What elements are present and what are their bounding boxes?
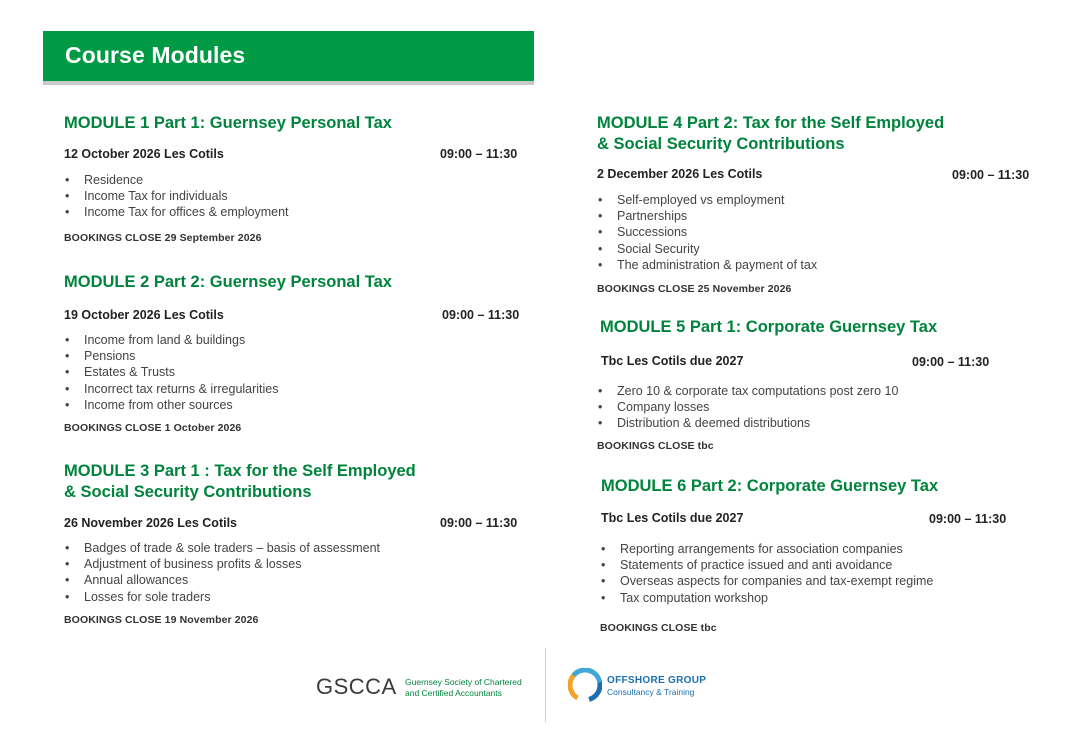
list-item: • Income Tax for individuals bbox=[65, 188, 289, 204]
module-2 bbox=[64, 272, 534, 442]
module-1 bbox=[64, 113, 534, 253]
list-item: • Reporting arrangements for association companies bbox=[601, 541, 933, 557]
module-date: 12 October 2026 Les Cotils bbox=[64, 147, 224, 161]
list-item: • Overseas aspects for companies and tax-exempt regime bbox=[601, 573, 933, 589]
list-item: • Losses for sole traders bbox=[65, 589, 380, 605]
module-time: 09:00 – 11:30 bbox=[929, 512, 1007, 526]
gscca-subtitle-line2: and Certified Accountants bbox=[405, 688, 502, 698]
module-date: 26 November 2026 Les Cotils bbox=[64, 516, 237, 530]
module-time: 09:00 – 11:30 bbox=[440, 147, 518, 161]
list-item: • Distribution & deemed distributions bbox=[598, 415, 898, 431]
module-time: 09:00 – 11:30 bbox=[912, 355, 990, 369]
module-title-line2: & Social Security Contributions bbox=[597, 135, 845, 153]
module-topics bbox=[598, 192, 817, 273]
page-title: Course Modules bbox=[65, 42, 246, 68]
module-title-line2: & Social Security Contributions bbox=[64, 483, 312, 501]
module-date: Tbc Les Cotils due 2027 bbox=[601, 354, 744, 368]
module-date: 2 December 2026 Les Cotils bbox=[597, 167, 763, 181]
list-item: • Incorrect tax returns & irregularities bbox=[65, 381, 279, 397]
offshore-group-name: OFFSHORE GROUP bbox=[607, 675, 707, 686]
list-item: • Company losses bbox=[598, 399, 898, 415]
list-item: • Income from land & buildings bbox=[65, 332, 279, 348]
gscca-subtitle-line1: Guernsey Society of Chartered bbox=[405, 677, 522, 687]
gscca-logo-subtitle bbox=[405, 677, 522, 699]
module-3 bbox=[64, 461, 534, 631]
module-date: 19 October 2026 Les Cotils bbox=[64, 308, 224, 322]
module-title: MODULE 6 Part 2: Corporate Guernsey Tax bbox=[601, 477, 939, 495]
bookings-close: BOOKINGS CLOSE 25 November 2026 bbox=[597, 283, 792, 295]
module-topics bbox=[65, 172, 289, 221]
module-time: 09:00 – 11:30 bbox=[442, 308, 520, 322]
list-item: • Social Security bbox=[598, 241, 817, 257]
module-title: MODULE 3 Part 1 : Tax for the Self Employed bbox=[64, 462, 416, 480]
list-item: • Estates & Trusts bbox=[65, 364, 279, 380]
module-topics bbox=[65, 332, 279, 413]
list-item: • Partnerships bbox=[598, 208, 817, 224]
module-5 bbox=[597, 317, 1057, 457]
module-topics bbox=[65, 540, 380, 605]
bookings-close: BOOKINGS CLOSE 19 November 2026 bbox=[64, 614, 259, 626]
gscca-logo: GSCCA bbox=[316, 674, 397, 699]
bookings-close: BOOKINGS CLOSE 29 September 2026 bbox=[64, 232, 262, 244]
list-item: • Annual allowances bbox=[65, 572, 380, 588]
module-title: MODULE 5 Part 1: Corporate Guernsey Tax bbox=[600, 318, 938, 336]
list-item: • Statements of practice issued and anti avoidance bbox=[601, 557, 933, 573]
module-date: Tbc Les Cotils due 2027 bbox=[601, 511, 744, 525]
list-item: • Adjustment of business profits & losses bbox=[65, 556, 380, 572]
module-time: 09:00 – 11:30 bbox=[440, 516, 518, 530]
offshore-group-logo-icon bbox=[568, 668, 602, 702]
module-4 bbox=[597, 113, 1057, 303]
list-item: • Tax computation workshop bbox=[601, 590, 933, 606]
module-title: MODULE 2 Part 2: Guernsey Personal Tax bbox=[64, 273, 392, 291]
footer-divider bbox=[545, 648, 546, 722]
list-item: • Income Tax for offices & employment bbox=[65, 204, 289, 220]
list-item: • Successions bbox=[598, 224, 817, 240]
bookings-close: BOOKINGS CLOSE tbc bbox=[597, 440, 714, 452]
bookings-close: BOOKINGS CLOSE 1 October 2026 bbox=[64, 422, 242, 434]
module-time: 09:00 – 11:30 bbox=[952, 168, 1030, 182]
list-item: • Self-employed vs employment bbox=[598, 192, 817, 208]
module-title: MODULE 1 Part 1: Guernsey Personal Tax bbox=[64, 114, 392, 132]
list-item: • The administration & payment of tax bbox=[598, 257, 817, 273]
module-6 bbox=[600, 476, 1060, 641]
list-item: • Income from other sources bbox=[65, 397, 279, 413]
bookings-close: BOOKINGS CLOSE tbc bbox=[600, 622, 717, 634]
list-item: • Zero 10 & corporate tax computations post zero 10 bbox=[598, 383, 898, 399]
module-topics bbox=[601, 541, 933, 606]
list-item: • Residence bbox=[65, 172, 289, 188]
header-banner bbox=[43, 31, 534, 85]
module-title: MODULE 4 Part 2: Tax for the Self Employed bbox=[597, 114, 945, 132]
list-item: • Badges of trade & sole traders – basis of assessment bbox=[65, 540, 380, 556]
list-item: • Pensions bbox=[65, 348, 279, 364]
module-topics bbox=[598, 383, 898, 432]
offshore-group-subtitle: Consultancy & Training bbox=[607, 687, 695, 697]
